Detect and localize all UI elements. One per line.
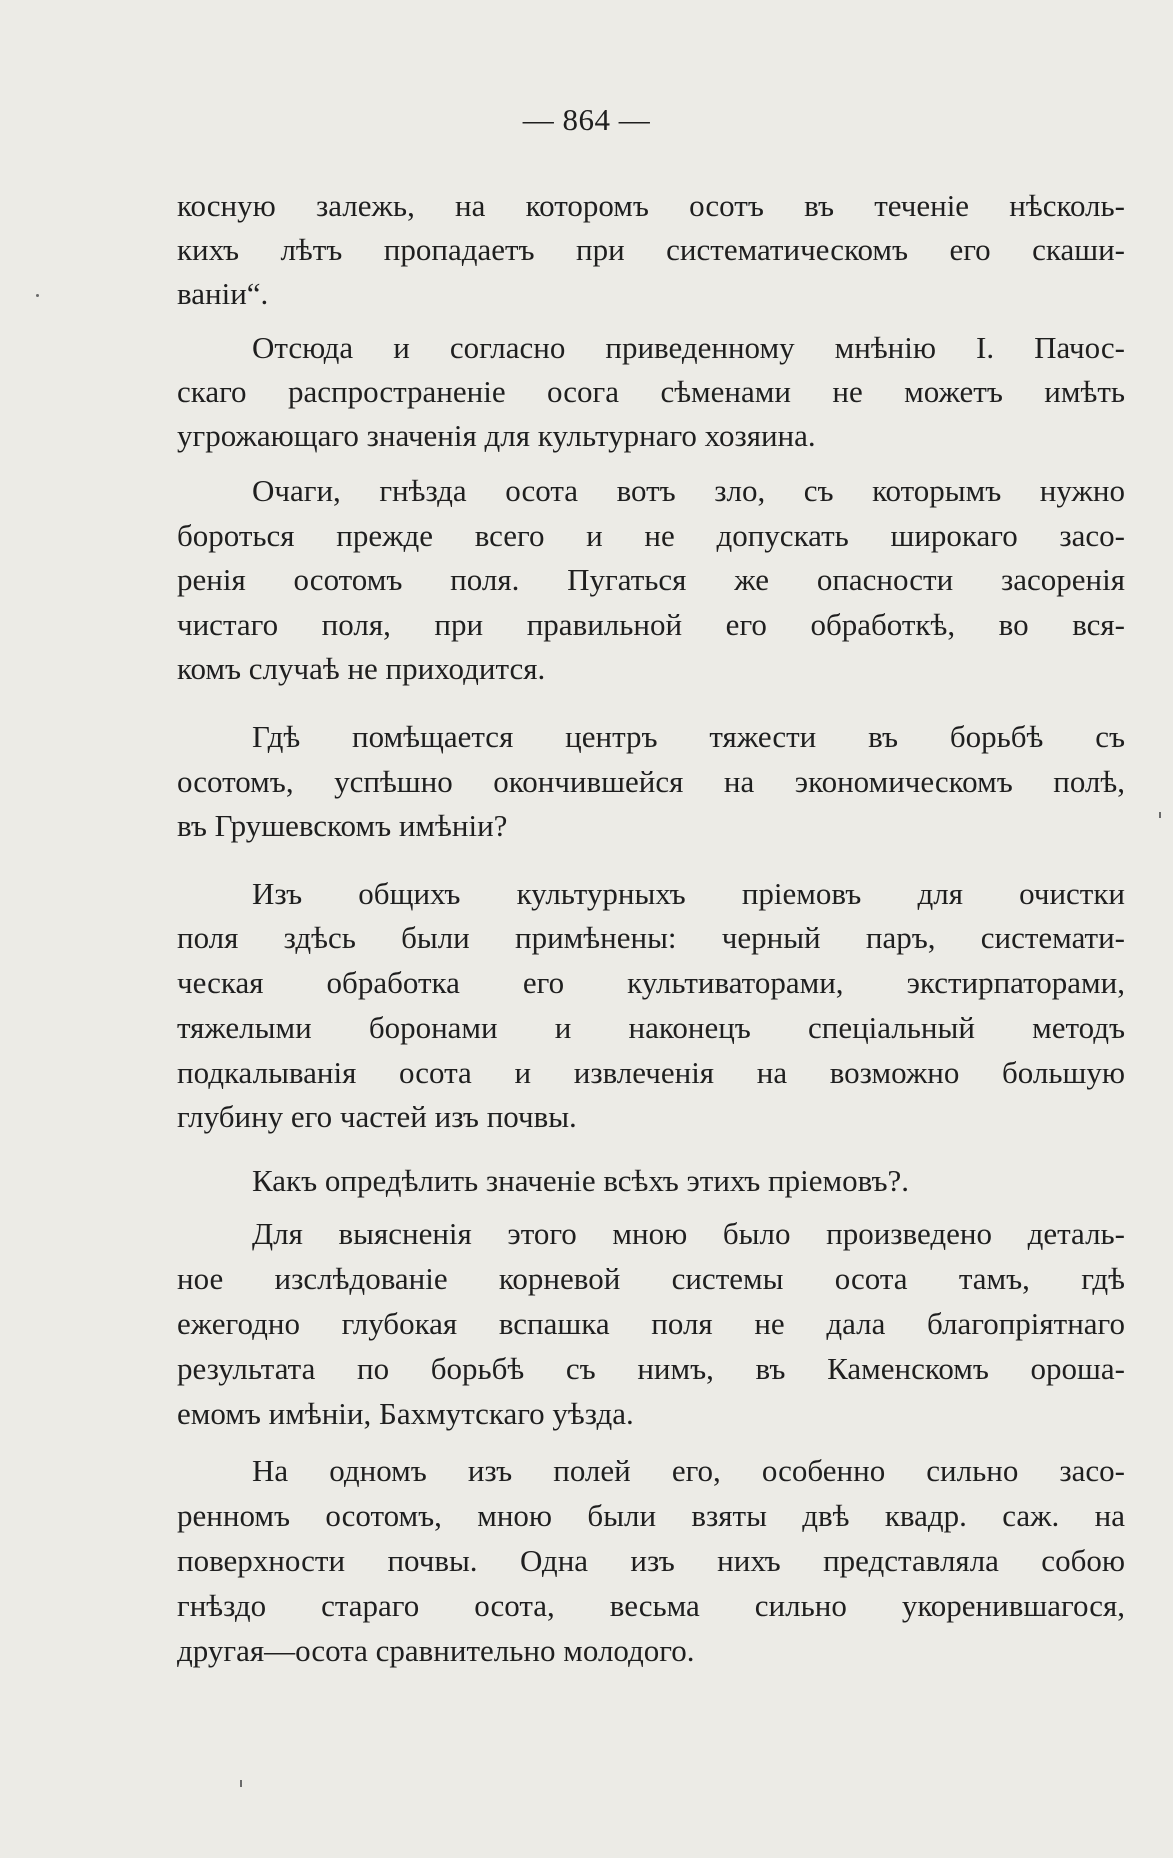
text-line: ваніи“. [177, 276, 269, 311]
text-line: угрожающаго значенія для культурнаго хозяина. [177, 418, 816, 453]
text-line: ческая обработка его культиваторами, экстирпаторами, [177, 965, 1125, 1000]
text-line: гнѣздо стараго осота, весьма сильно укоренившагося, [177, 1588, 1125, 1623]
scan-speck [240, 1780, 242, 1787]
text-line: Для выясненія этого мною было произведено деталь- [252, 1216, 1125, 1251]
text-line: тяжелыми боронами и наконецъ спеціальный методъ [177, 1010, 1125, 1045]
text-line: Очаги, гнѣзда осота вотъ зло, съ которымъ нужно [252, 473, 1125, 508]
text-line: бороться прежде всего и не допускать широкаго засо- [177, 518, 1125, 553]
text-line: ренномъ осотомъ, мною были взяты двѣ квадр. саж. на [177, 1498, 1125, 1533]
text-line: ное изслѣдованіе корневой системы осота тамъ, гдѣ [177, 1261, 1125, 1296]
text-line: ежегодно глубокая вспашка поля не дала благопріятнаго [177, 1306, 1125, 1341]
text-line: емомъ имѣніи, Бахмутскаго уѣзда. [177, 1396, 634, 1431]
text-line: кихъ лѣтъ пропадаетъ при систематическомъ его скаши- [177, 232, 1125, 267]
text-line: поля здѣсь были примѣнены: черный паръ, системати- [177, 920, 1125, 955]
text-line: чистаго поля, при правильной его обработкѣ, во вся- [177, 607, 1125, 642]
text-line: комъ случаѣ не приходится. [177, 651, 546, 686]
text-line: поверхности почвы. Одна изъ нихъ представляла собою [177, 1543, 1125, 1578]
text-line: другая—осота сравнительно молодого. [177, 1633, 695, 1668]
text-line: косную залежь, на которомъ осотъ въ теченіе нѣсколь- [177, 188, 1125, 223]
text-line: въ Грушевскомъ имѣніи? [177, 808, 508, 843]
text-line: подкалыванія осота и извлеченія на возможно большую [177, 1055, 1125, 1090]
text-line: результата по борьбѣ съ нимъ, въ Каменскомъ ороша- [177, 1351, 1125, 1386]
text-line: скаго распространеніе осога сѣменами не можетъ имѣть [177, 374, 1125, 409]
text-line: Какъ опредѣлить значеніе всѣхъ этихъ пріемовъ?. [252, 1163, 909, 1198]
text-line: Отсюда и согласно приведенному мнѣнію I. Пачос- [252, 330, 1125, 365]
page-number: — 864 — [522, 102, 651, 137]
text-line: На одномъ изъ полей его, особенно сильно засо- [252, 1453, 1125, 1488]
scan-speck [1159, 812, 1161, 818]
text-line: Изъ общихъ культурныхъ пріемовъ для очистки [252, 876, 1125, 911]
text-line: Гдѣ помѣщается центръ тяжести въ борьбѣ съ [252, 719, 1125, 754]
text-line: глубину его частей изъ почвы. [177, 1099, 577, 1134]
scan-speck [36, 294, 39, 297]
text-line: ренія осотомъ поля. Пугаться же опасности засоренія [177, 562, 1125, 597]
text-line: осотомъ, успѣшно окончившейся на экономическомъ полѣ, [177, 764, 1125, 799]
